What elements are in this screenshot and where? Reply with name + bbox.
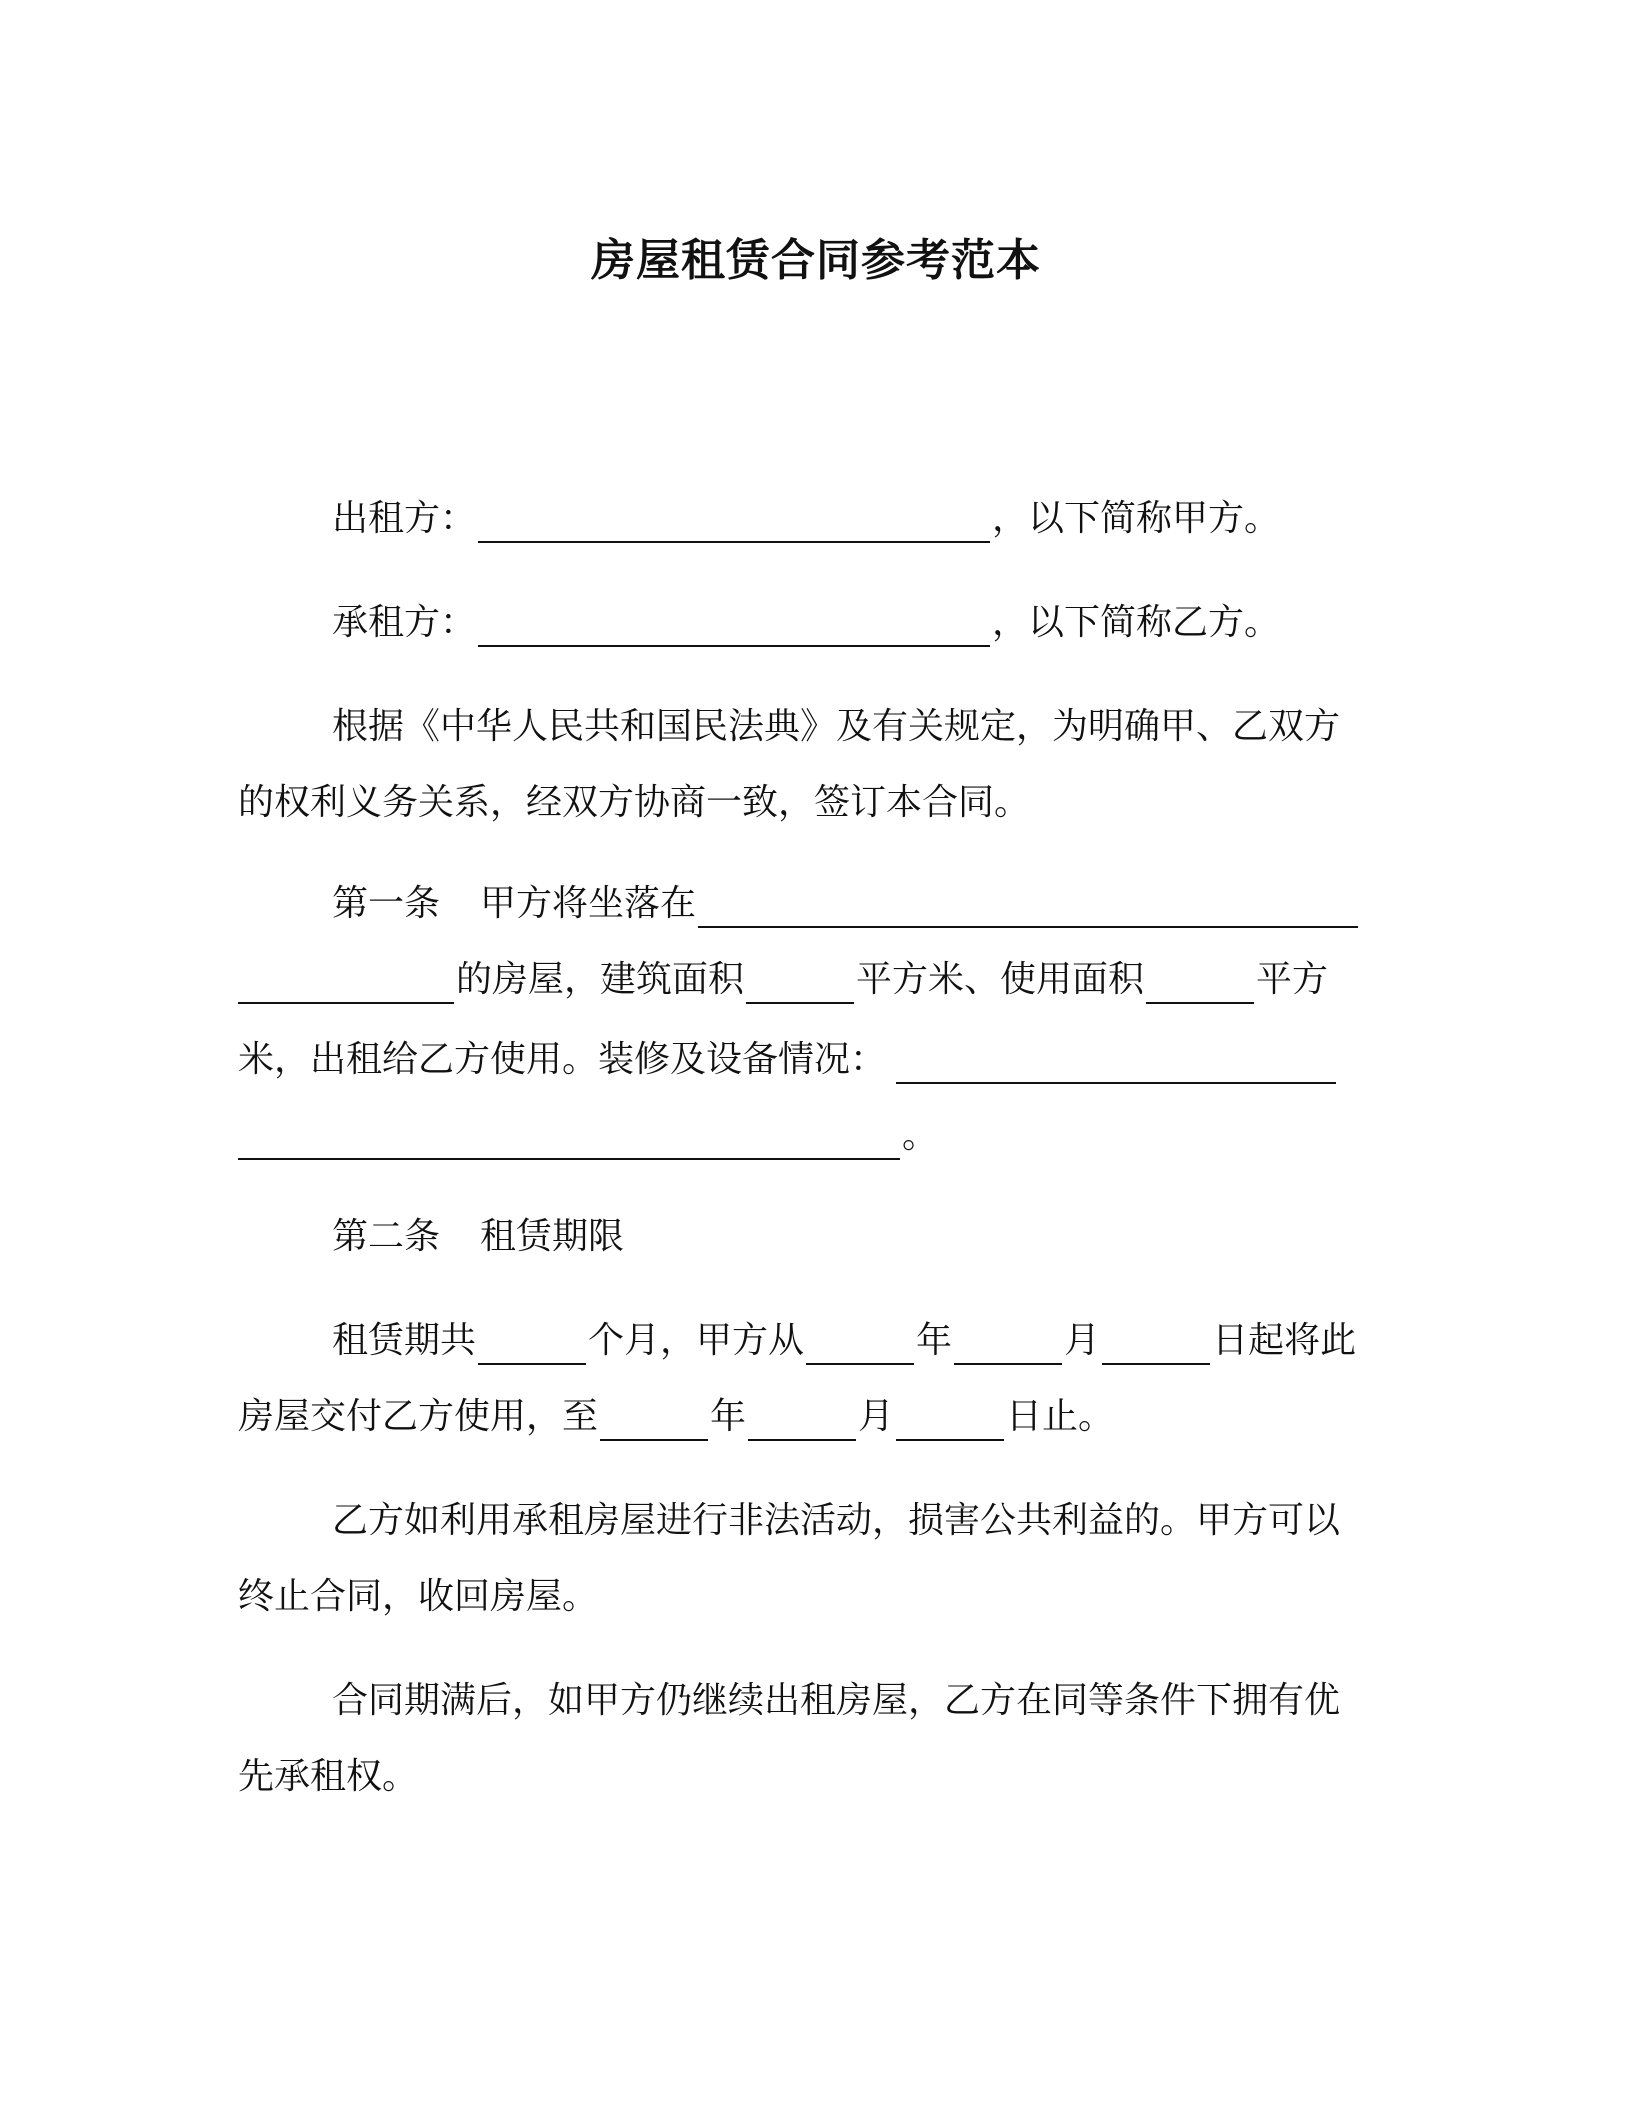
article1-text-b: 的房屋，建筑面积 xyxy=(456,959,745,1000)
property-location-blank[interactable] xyxy=(698,892,1358,928)
landlord-name-blank[interactable] xyxy=(478,507,990,543)
end-month-label: 月 xyxy=(858,1396,895,1437)
article1-line-2 xyxy=(238,956,1328,1004)
renewal-line-1: 合同期满后，如甲方仍继续出租房屋，乙方在同等条件下拥有优 xyxy=(332,1680,1341,1721)
end-year-label: 年 xyxy=(710,1396,747,1437)
article2-heading: 第二条 xyxy=(332,1216,441,1257)
end-month-blank[interactable] xyxy=(748,1405,856,1441)
article2-title: 租赁期限 xyxy=(480,1216,625,1257)
building-area-blank[interactable] xyxy=(746,968,854,1004)
article1-text-e: 米，出租给乙方使用。装修及设备情况： xyxy=(238,1039,887,1080)
article1-text-a: 甲方将坐落在 xyxy=(480,883,697,924)
article1-line-1 xyxy=(332,880,1360,928)
article2-heading-line xyxy=(332,1213,624,1261)
illegal-use-line-2: 终止合同，收回房屋。 xyxy=(238,1576,599,1617)
landlord-suffix: ，以下简称甲方。 xyxy=(992,498,1281,539)
decoration-equipment-blank[interactable] xyxy=(896,1048,1336,1084)
lease-months-blank[interactable] xyxy=(478,1329,586,1365)
tenant-suffix: ，以下简称乙方。 xyxy=(992,602,1281,643)
lease-term-text-c: 日起将此 xyxy=(1212,1320,1357,1361)
start-month-blank[interactable] xyxy=(954,1329,1062,1365)
article1-line-4 xyxy=(238,1112,938,1160)
lease-term-line-1 xyxy=(332,1317,1356,1365)
article1-text-d: 平方 xyxy=(1256,959,1329,1000)
landlord-label: 出租方： xyxy=(332,498,477,539)
article1-line-3 xyxy=(238,1036,1338,1084)
start-month-label: 月 xyxy=(1064,1320,1101,1361)
lease-term-text-d: 房屋交付乙方使用，至 xyxy=(238,1396,599,1437)
start-year-label: 年 xyxy=(916,1320,953,1361)
intro-line-1: 根据《中华人民共和国民法典》及有关规定，为明确甲、乙双方 xyxy=(332,706,1341,747)
lease-term-text-a: 租赁期共 xyxy=(332,1320,477,1361)
property-location-blank-2[interactable] xyxy=(238,968,454,1004)
lease-term-text-b: 个月，甲方从 xyxy=(588,1320,805,1361)
illegal-use-line-1: 乙方如利用承租房屋进行非法活动，损害公共利益的。甲方可以 xyxy=(332,1500,1341,1541)
article1-text-f: 。 xyxy=(902,1115,939,1156)
tenant-name-blank[interactable] xyxy=(478,611,990,647)
page-title: 房屋租赁合同参考范本 xyxy=(591,235,1041,286)
intro-line-2: 的权利义务关系，经双方协商一致，签订本合同。 xyxy=(238,782,1031,823)
renewal-line-2: 先承租权。 xyxy=(238,1756,419,1797)
article1-heading: 第一条 xyxy=(332,883,441,924)
lease-term-text-e: 日止。 xyxy=(1006,1396,1115,1437)
tenant-line xyxy=(332,599,1280,647)
decoration-equipment-blank-2[interactable] xyxy=(238,1124,900,1160)
tenant-label: 承租方： xyxy=(332,602,477,643)
end-day-blank[interactable] xyxy=(896,1405,1004,1441)
end-year-blank[interactable] xyxy=(600,1405,708,1441)
start-year-blank[interactable] xyxy=(806,1329,914,1365)
lease-term-line-2 xyxy=(238,1393,1114,1441)
landlord-line xyxy=(332,495,1280,543)
article1-text-c: 平方米、使用面积 xyxy=(856,959,1145,1000)
usable-area-blank[interactable] xyxy=(1146,968,1254,1004)
start-day-blank[interactable] xyxy=(1102,1329,1210,1365)
